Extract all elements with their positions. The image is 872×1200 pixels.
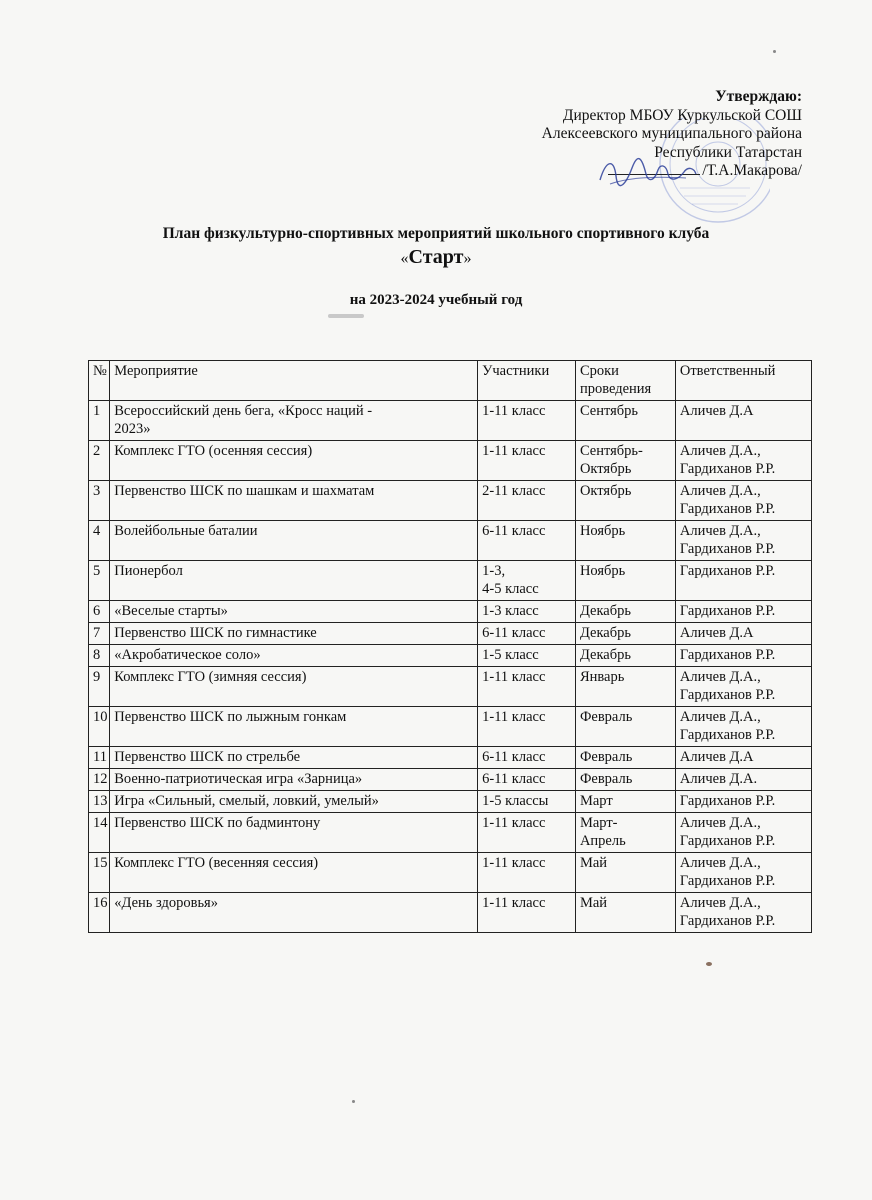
cell-responsible: Гардиханов Р.Р.	[675, 601, 811, 623]
cell-responsible: Аличев Д.А.	[675, 769, 811, 791]
cell-number: 8	[89, 645, 110, 667]
cell-dates: Январь	[575, 667, 675, 707]
cell-event: Игра «Сильный, смелый, ловкий, умелый»	[110, 791, 478, 813]
approval-district: Алексеевского муниципального района	[541, 125, 802, 142]
cell-event: Комплекс ГТО (весенняя сессия)	[110, 853, 478, 893]
table-row	[89, 481, 812, 521]
cell-dates: Декабрь	[575, 623, 675, 645]
cell-responsible: Аличев Д.А., Гардиханов Р.Р.	[675, 813, 811, 853]
cell-responsible: Аличев Д.А., Гардиханов Р.Р.	[675, 481, 811, 521]
cell-dates: Май	[575, 853, 675, 893]
cell-number: 5	[89, 561, 110, 601]
cell-participants: 1-11 класс	[478, 813, 576, 853]
cell-participants: 1-3, 4-5 класс	[478, 561, 576, 601]
table-row	[89, 813, 812, 853]
academic-year: на 2023-2024 учебный год	[349, 292, 523, 308]
header-participants: Участники	[478, 361, 576, 401]
cell-dates: Ноябрь	[575, 521, 675, 561]
table-row	[89, 667, 812, 707]
cell-dates: Февраль	[575, 747, 675, 769]
cell-responsible: Гардиханов Р.Р.	[675, 645, 811, 667]
header-event: Мероприятие	[110, 361, 478, 401]
cell-responsible: Аличев Д.А., Гардиханов Р.Р.	[675, 441, 811, 481]
cell-responsible: Аличев Д.А., Гардиханов Р.Р.	[675, 667, 811, 707]
table-row	[89, 707, 812, 747]
cell-dates: Декабрь	[575, 645, 675, 667]
cell-event: Первенство ШСК по шашкам и шахматам	[110, 481, 478, 521]
cell-dates: Март- Апрель	[575, 813, 675, 853]
cell-number: 3	[89, 481, 110, 521]
club-name	[0, 246, 872, 269]
plan-title: План физкультурно-спортивных мероприятий школьного спортивного клуба	[162, 225, 710, 242]
ink-speck	[706, 962, 712, 966]
table-row	[89, 853, 812, 893]
cell-number: 6	[89, 601, 110, 623]
cell-dates: Октябрь	[575, 481, 675, 521]
cell-participants: 2-11 класс	[478, 481, 576, 521]
cell-responsible: Аличев Д.А., Гардиханов Р.Р.	[675, 893, 811, 933]
table-row	[89, 521, 812, 561]
club-name-text: Старт	[408, 246, 464, 268]
header-dates: Сроки проведения	[575, 361, 675, 401]
speck	[352, 1100, 355, 1103]
cell-responsible: Аличев Д.А	[675, 623, 811, 645]
cell-participants: 1-3 класс	[478, 601, 576, 623]
cell-number: 2	[89, 441, 110, 481]
cell-number: 7	[89, 623, 110, 645]
table-row	[89, 401, 812, 441]
table-row	[89, 623, 812, 645]
table-row	[89, 601, 812, 623]
cell-responsible: Аличев Д.А	[675, 747, 811, 769]
cell-dates: Март	[575, 791, 675, 813]
cell-event: «Веселые старты»	[110, 601, 478, 623]
cell-participants: 6-11 класс	[478, 623, 576, 645]
cell-participants: 1-11 класс	[478, 707, 576, 747]
cell-responsible: Аличев Д.А., Гардиханов Р.Р.	[675, 521, 811, 561]
table-header-row	[89, 361, 812, 401]
cell-event: Пионербол	[110, 561, 478, 601]
cell-event: Первенство ШСК по бадминтону	[110, 813, 478, 853]
scan-smudge	[328, 314, 364, 318]
cell-participants: 1-11 класс	[478, 667, 576, 707]
approval-title: Утверждаю:	[715, 88, 802, 105]
header-responsible: Ответственный	[675, 361, 811, 401]
approval-signer: /Т.А.Макарова/	[702, 162, 802, 179]
cell-responsible: Гардиханов Р.Р.	[675, 791, 811, 813]
cell-number: 16	[89, 893, 110, 933]
cell-number: 10	[89, 707, 110, 747]
speck	[773, 50, 776, 53]
approval-republic: Республики Татарстан	[654, 143, 802, 161]
cell-event: Первенство ШСК по лыжным гонкам	[110, 707, 478, 747]
cell-event: Комплекс ГТО (осенняя сессия)	[110, 441, 478, 481]
cell-responsible: Гардиханов Р.Р.	[675, 561, 811, 601]
table-row	[89, 893, 812, 933]
cell-number: 9	[89, 667, 110, 707]
cell-number: 11	[89, 747, 110, 769]
cell-participants: 1-11 класс	[478, 853, 576, 893]
cell-dates: Декабрь	[575, 601, 675, 623]
cell-dates: Май	[575, 893, 675, 933]
events-table	[88, 360, 812, 933]
table-row	[89, 769, 812, 791]
cell-event: Первенство ШСК по гимнастике	[110, 623, 478, 645]
table-row	[89, 791, 812, 813]
header-number: №	[89, 361, 110, 401]
cell-number: 15	[89, 853, 110, 893]
cell-participants: 1-11 класс	[478, 893, 576, 933]
cell-event: «Акробатическое соло»	[110, 645, 478, 667]
cell-participants: 6-11 класс	[478, 521, 576, 561]
quote-open: «	[400, 250, 409, 267]
cell-participants: 6-11 класс	[478, 769, 576, 791]
approval-position: Директор МБОУ Куркульской СОШ	[562, 106, 802, 124]
table-row	[89, 645, 812, 667]
cell-participants: 1-11 класс	[478, 401, 576, 441]
cell-dates: Сентябрь	[575, 401, 675, 441]
cell-event: Волейбольные баталии	[110, 521, 478, 561]
cell-dates: Сентябрь- Октябрь	[575, 441, 675, 481]
handwritten-signature	[596, 154, 700, 192]
cell-participants: 6-11 класс	[478, 747, 576, 769]
cell-number: 1	[89, 401, 110, 441]
cell-dates: Февраль	[575, 707, 675, 747]
cell-number: 12	[89, 769, 110, 791]
cell-number: 13	[89, 791, 110, 813]
cell-event: «День здоровья»	[110, 893, 478, 933]
cell-participants: 1-5 классы	[478, 791, 576, 813]
quote-close: »	[463, 250, 472, 267]
cell-responsible: Аличев Д.А., Гардиханов Р.Р.	[675, 853, 811, 893]
cell-number: 14	[89, 813, 110, 853]
table-row	[89, 561, 812, 601]
cell-dates: Ноябрь	[575, 561, 675, 601]
cell-responsible: Аличев Д.А	[675, 401, 811, 441]
table-row	[89, 441, 812, 481]
cell-event: Всероссийский день бега, «Кросс наций - 2023»	[110, 401, 478, 441]
cell-event: Военно-патриотическая игра «Зарница»	[110, 769, 478, 791]
cell-number: 4	[89, 521, 110, 561]
cell-event: Комплекс ГТО (зимняя сессия)	[110, 667, 478, 707]
table-row	[89, 747, 812, 769]
cell-event: Первенство ШСК по стрельбе	[110, 747, 478, 769]
cell-dates: Февраль	[575, 769, 675, 791]
cell-participants: 1-11 класс	[478, 441, 576, 481]
cell-responsible: Аличев Д.А., Гардиханов Р.Р.	[675, 707, 811, 747]
cell-participants: 1-5 класс	[478, 645, 576, 667]
